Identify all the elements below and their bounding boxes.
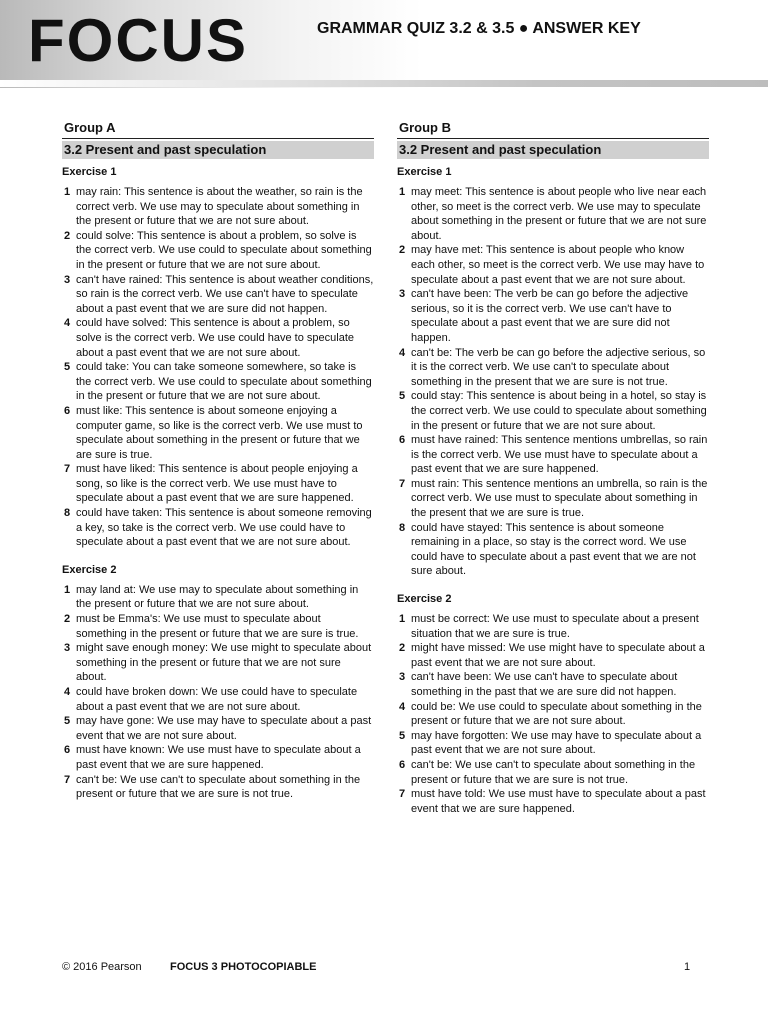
answer-text: may have met: This sentence is about people who know each other, so meet is the correct verb. We use may have to speculate about a past event that we are not sure about. <box>411 244 705 286</box>
answer-text: may have gone: We use may have to speculate about a past event that we are not sure about. <box>76 715 372 742</box>
answer-item <box>397 670 709 699</box>
answer-text: must like: This sentence is about someone enjoying a computer game, so like is the correct verb. We use must to speculate about something in the present or future that we are sure is true. <box>76 404 363 461</box>
answer-item <box>397 700 709 729</box>
answer-text: can't have rained: This sentence is about weather conditions, so rain is the correct verb. We use can't have to speculate about a past event that we are sure did not happen. <box>76 273 374 315</box>
group-a-exercise2-title: Exercise 2 <box>62 563 117 576</box>
answer-number: 7 <box>64 773 71 786</box>
answer-item <box>62 743 374 772</box>
answer-text: may have forgotten: We use may have to speculate about a past event that we are not sure about. <box>411 729 702 757</box>
answer-item <box>397 729 709 758</box>
answer-number: 1 <box>64 186 71 198</box>
answer-number: 5 <box>64 715 71 728</box>
answer-number: 6 <box>64 404 71 417</box>
answer-item <box>62 273 374 317</box>
answer-item <box>397 346 709 390</box>
answer-text: could have broken down: We use could have to speculate about a past event that we are not sure about. <box>76 686 358 713</box>
focus-logo: FOCUS <box>28 7 248 74</box>
answer-item <box>62 316 374 360</box>
answer-item <box>62 714 374 743</box>
answer-item <box>397 641 709 670</box>
answer-number: 3 <box>64 273 71 286</box>
answer-text: must have known: We use must have to speculate about a past event that we are sure happened. <box>76 744 361 771</box>
footer-label: FOCUS 3 PHOTOCOPIABLE <box>170 961 317 973</box>
answer-item <box>62 360 374 404</box>
answer-item <box>62 462 374 506</box>
answer-text: must have liked: This sentence is about people enjoying a song, so like is the correct verb. We use must have to speculate about a past event that we are sure happened. <box>76 463 358 505</box>
answer-number: 2 <box>64 613 71 626</box>
group-a-column <box>62 120 374 802</box>
group-b-exercise1-title: Exercise 1 <box>397 166 452 178</box>
answer-number: 5 <box>399 729 406 742</box>
group-b-exercise2-list <box>397 612 709 816</box>
group-b-title: Group B <box>397 120 709 139</box>
answer-number: 7 <box>399 788 406 801</box>
answer-item <box>397 521 709 579</box>
answer-number: 8 <box>399 521 406 534</box>
answer-number: 4 <box>399 700 406 713</box>
answer-item <box>397 433 709 477</box>
group-b-section-title: 3.2 Present and past speculation <box>397 141 709 159</box>
answer-number: 1 <box>64 583 71 596</box>
answer-item <box>397 287 709 345</box>
answer-item <box>62 229 374 273</box>
answer-number: 4 <box>64 317 71 330</box>
answer-item <box>397 758 709 787</box>
answer-number: 3 <box>399 288 406 301</box>
answer-text: could be: We use could to speculate about something in the present or future that we are not sure about. <box>411 700 702 728</box>
answer-text: must have rained: This sentence mentions umbrellas, so rain is the correct verb. We use must have to speculate about a past event that we are sure happened. <box>411 434 708 476</box>
answer-number: 2 <box>399 244 406 257</box>
answer-item <box>397 477 709 521</box>
group-b-exercise2-title: Exercise 2 <box>397 593 452 606</box>
answer-item <box>397 185 709 243</box>
answer-number: 4 <box>399 346 406 359</box>
answer-item <box>397 612 709 641</box>
answer-number: 3 <box>64 642 71 655</box>
answer-item <box>397 243 709 287</box>
answer-number: 6 <box>64 744 71 757</box>
answer-text: could have solved: This sentence is about a problem, so solve is the correct verb. We use could have to speculate about a past event that we are not sure about. <box>76 317 354 359</box>
answer-text: must rain: This sentence mentions an umbrella, so rain is the correct verb. We use must to speculate about something in the present that we are sure is true. <box>411 477 708 520</box>
answer-text: must have told: We use must have to speculate about a past event that we are sure happened. <box>411 788 706 815</box>
answer-text: can't be: We use can't to speculate about something in the present or future that we are sure is not true. <box>411 758 696 786</box>
answer-number: 5 <box>64 361 71 374</box>
group-a-exercise1-title: Exercise 1 <box>62 166 117 178</box>
answer-text: could have taken: This sentence is about someone removing a key, so take is the correct verb. We use could have to speculate about a past event that we are not sure about. <box>76 507 372 549</box>
answer-number: 8 <box>64 507 71 520</box>
answer-item <box>397 787 709 816</box>
answer-text: might have missed: We use might have to speculate about a past event that we are not sure about. <box>411 642 705 669</box>
answer-item <box>62 506 374 550</box>
group-b-exercise1-list <box>397 185 709 579</box>
answer-item <box>62 641 374 685</box>
answer-number: 2 <box>64 229 71 242</box>
answer-item <box>62 773 374 802</box>
answer-item <box>62 404 374 462</box>
answer-text: could stay: This sentence is about being in a hotel, so stay is the correct verb. We use could to speculate about something in the present or future that we are not sure about. <box>411 390 707 432</box>
answer-text: must be correct: We use must to speculate about a present situation that we are sure is true. <box>411 613 699 640</box>
header-rule <box>0 80 768 87</box>
answer-text: could take: You can take someone somewhere, so take is the correct verb. We use could to speculate about something in the present or future that we are not sure about. <box>76 361 372 403</box>
page-number: 1 <box>684 961 691 973</box>
group-a-section-title: 3.2 Present and past speculation <box>62 141 374 159</box>
group-b-column <box>397 120 709 816</box>
document-title: GRAMMAR QUIZ 3.2 & 3.5 ● ANSWER KEY <box>317 20 641 37</box>
group-a-exercise2-list <box>62 583 374 802</box>
answer-text: can't be: We use can't to speculate about something in the present or future that we are sure is not true. <box>76 773 361 801</box>
answer-number: 6 <box>399 758 406 771</box>
answer-number: 3 <box>399 671 406 684</box>
answer-text: can't have been: We use can't have to speculate about something in the past that we are sure did not happen. <box>411 671 678 698</box>
answer-text: may rain: This sentence is about the weather, so rain is the correct verb. We use may to speculate about something in the present or future that we are not sure about. <box>76 186 363 228</box>
answer-item <box>62 685 374 714</box>
answer-text: could solve: This sentence is about a problem, so solve is the correct verb. We use could to speculate about something in the present or future that we are not sure about. <box>76 229 372 271</box>
group-a-exercise1-list <box>62 185 374 550</box>
answer-text: could have stayed: This sentence is about someone remaining in a place, so stay is the correct word. We use could have to speculate about a past event that we are not sure about. <box>411 521 696 578</box>
footer-copyright: © 2016 Pearson <box>62 961 142 973</box>
answer-text: can't have been: The verb be can go before the adjective serious, so it is the correct verb. We use can't have to speculate about a past event that we are sure did not happen. <box>411 288 689 344</box>
answer-number: 5 <box>399 390 406 403</box>
answer-item <box>62 612 374 641</box>
answer-text: can't be: The verb be can go before the adjective serious, so it is the correct verb. We use can't to speculate about something in the present that we are sure is not true. <box>411 346 706 388</box>
answer-number: 1 <box>399 186 406 198</box>
answer-item <box>397 389 709 433</box>
group-a-title: Group A <box>62 120 374 139</box>
answer-text: may land at: We use may to speculate about something in the present or future that we are not sure about. <box>76 583 359 611</box>
answer-number: 4 <box>64 686 71 698</box>
answer-number: 7 <box>64 463 71 476</box>
answer-number: 2 <box>399 642 406 655</box>
answer-text: must be Emma's: We use must to speculate about something in the present or future that we are sure is true. <box>76 613 359 640</box>
answer-item <box>62 583 374 612</box>
answer-number: 6 <box>399 434 406 447</box>
answer-item <box>62 185 374 229</box>
answer-number: 7 <box>399 477 406 490</box>
answer-text: might save enough money: We use might to speculate about something in the present or future that we are not sure about. <box>76 642 372 684</box>
answer-text: may meet: This sentence is about people who live near each other, so meet is the correct verb. We use may to speculate about something in the present or future that we are not sure about. <box>411 186 707 242</box>
answer-number: 1 <box>399 613 406 626</box>
